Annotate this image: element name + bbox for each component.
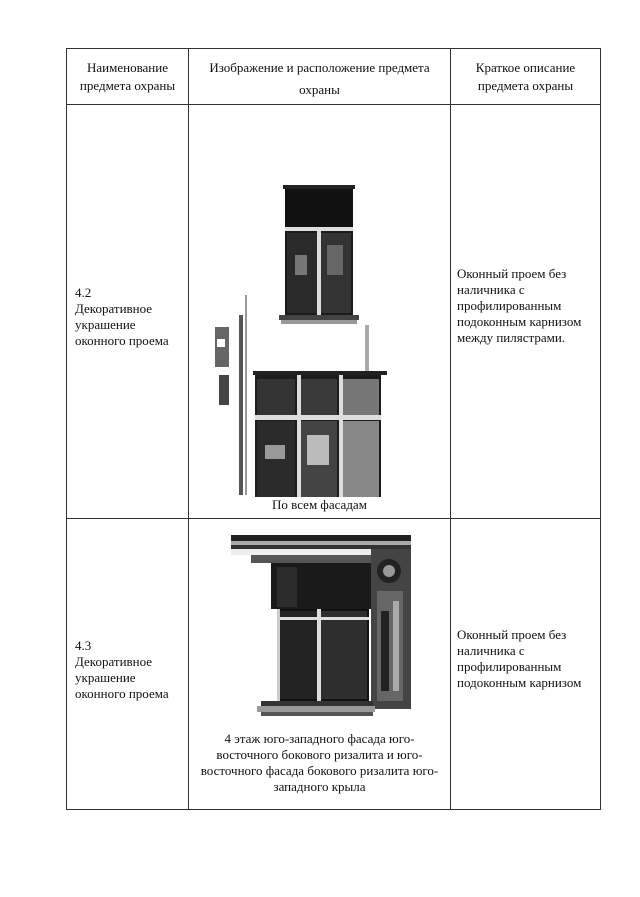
object-name-cell bbox=[67, 519, 189, 810]
object-description-cell bbox=[451, 519, 601, 810]
header-description: Краткое описание предмета охраны bbox=[451, 49, 601, 105]
object-description-cell bbox=[451, 105, 601, 519]
object-number: 4.3 bbox=[75, 638, 92, 653]
object-image-cell bbox=[189, 519, 451, 810]
table-header-row bbox=[67, 49, 601, 105]
table-row bbox=[67, 519, 601, 810]
table-row bbox=[67, 105, 601, 519]
window-cornice-photo bbox=[231, 531, 411, 727]
object-name: Декоративное украшение оконного проема bbox=[75, 300, 169, 348]
object-name-cell bbox=[67, 105, 189, 519]
image-caption: По всем фасадам bbox=[272, 497, 367, 512]
protection-objects-table bbox=[66, 48, 601, 810]
object-number: 4.2 bbox=[75, 284, 92, 300]
object-name: Декоративное украшение оконного проема bbox=[75, 654, 169, 701]
header-image: Изображение и расположение предмета охраны bbox=[189, 49, 451, 105]
object-image-cell bbox=[189, 105, 451, 519]
window-facade-photo bbox=[215, 125, 387, 497]
image-caption: 4 этаж юго-западного фасада юго-восточного бокового ризалита и юго-восточного фасада бокового ризалита юго-западного крыла bbox=[200, 731, 439, 794]
header-name: Наименование предмета охраны bbox=[67, 49, 189, 105]
object-description: Оконный проем без наличника с профилированным подоконным карнизом между пилястрами. bbox=[457, 265, 582, 345]
object-description: Оконный проем без наличника с профилированным подоконным карнизом bbox=[457, 627, 582, 690]
